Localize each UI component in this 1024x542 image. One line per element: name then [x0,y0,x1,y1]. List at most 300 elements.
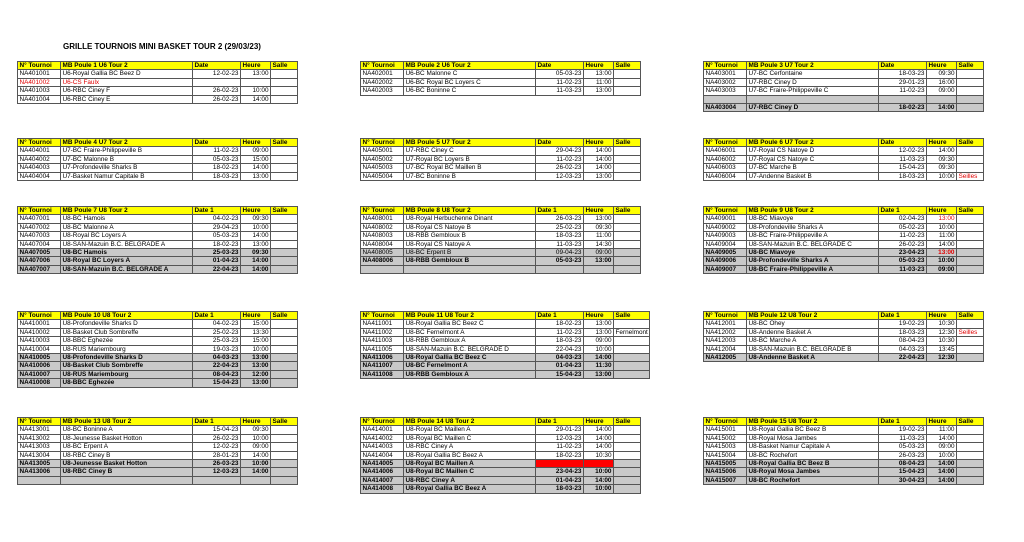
table-cell: 14:00 [927,476,957,484]
header-cell: N° Tournoi [704,418,747,426]
table-cell [614,485,641,493]
table-cell [957,459,984,467]
table-cell [957,434,984,442]
table-cell: U8-Royal Mosa Jambes [747,468,879,476]
table-cell: 23-04-23 [536,468,584,476]
table-row [18,370,298,378]
table-cell: NA415004 [704,451,747,459]
table-cell: 26-02-23 [536,164,584,172]
table-cell: 18-02-23 [193,164,241,172]
table-cell: U8-BC Fernelmont A [404,362,536,370]
header-cell: Heure [241,312,271,320]
table-cell: U8-BC Ohey [747,320,879,328]
table-cell: U6-BC Boninne C [404,87,536,95]
header-cell: Date 1 [193,312,241,320]
table-cell [957,164,984,172]
table-cell [271,155,298,163]
table-cell: 11-02-23 [536,155,584,163]
table-cell: U6-BC Malonne C [404,70,536,78]
table-row [361,370,650,378]
table-row [18,468,298,476]
table-row [18,223,298,231]
table-row [18,172,298,180]
table-cell: 04-03-23 [193,353,241,361]
table-row [18,155,298,163]
table-cell: 09-04-23 [536,248,584,256]
table-row [361,362,650,370]
table-cell: 08-04-23 [193,370,241,378]
header-cell: Date 1 [193,418,241,426]
table-cell: 13:00 [241,362,271,370]
table-cell [614,155,641,163]
table-cell: U8-BC Boninne A [61,426,193,434]
pool-header-row [361,418,641,426]
table-cell: 09:00 [241,443,271,451]
table-row [361,147,641,155]
table-cell: 13:00 [927,248,957,256]
table-cell: U8-BC Rochefort [747,476,879,484]
table-cell: U8-Royal CS Natoye A [404,240,536,248]
header-cell: Salle [614,139,641,147]
header-cell: MB Poule 1 U6 Tour 2 [61,62,193,70]
table-cell: NA410007 [18,370,61,378]
table-row [704,265,984,273]
table-cell [614,248,641,256]
table-cell: 10:00 [241,459,271,467]
table-cell [957,257,984,265]
table-row [18,426,298,434]
table-row [704,103,984,111]
table-row [704,223,984,231]
table-cell: 04-02-23 [193,320,241,328]
table-cell: U8-RUS Mariembourg [61,370,193,378]
header-cell: Salle [271,62,298,70]
header-cell: Date [879,139,927,147]
table-cell: NA411006 [361,353,404,361]
header-cell: MB Poule 4 U7 Tour 2 [61,139,193,147]
table-cell: U7-Royal BC Loyers B [404,155,536,163]
table-cell [957,215,984,223]
table-cell: U8-BC Malonne A [61,223,193,231]
table-cell: 11:00 [584,78,614,86]
table-cell: NA414002 [361,434,404,442]
table-row [18,70,298,78]
table-cell [614,87,641,95]
table-cell: NA412001 [704,320,747,328]
table-cell: 13:00 [584,328,614,336]
header-cell: Date [536,62,584,70]
pool-header-row [704,312,984,320]
header-cell: Salle [614,418,641,426]
table-cell: 13:00 [584,172,614,180]
table-cell: NA404004 [18,172,61,180]
table-cell: 29-01-23 [879,78,927,86]
table-row [18,147,298,155]
table-cell: 12-03-23 [536,434,584,442]
table-cell: 13:00 [241,240,271,248]
table-cell: NA401001 [18,70,61,78]
pool-table [17,61,298,104]
table-cell [271,468,298,476]
table-cell: U8-Royal Herbuchenne Dinant [404,215,536,223]
header-cell: Date 1 [879,312,927,320]
pool-table [17,417,298,485]
table-cell: U8-RUS Mariembourg [61,345,193,353]
header-cell: Heure [241,139,271,147]
table-cell: U8-Royal BC Maillen A [404,459,536,467]
table-cell: NA409004 [704,240,747,248]
header-cell: Date 1 [536,418,584,426]
header-cell: Date [193,62,241,70]
table-cell: U8-Royal Mosa Jambes [747,434,879,442]
table-cell: 14:00 [241,95,271,103]
table-cell [271,164,298,172]
table-cell: NA410003 [18,337,61,345]
table-cell: NA410008 [18,379,61,387]
table-cell: NA409003 [704,232,747,240]
table-cell: 12-02-23 [193,443,241,451]
table-row [704,476,984,484]
table-row [704,147,984,155]
table-cell [957,248,984,256]
table-row [18,265,298,273]
table-cell: 04-03-23 [879,345,927,353]
header-cell: Salle [271,312,298,320]
table-row [361,172,641,180]
table-cell: 22-04-23 [536,345,584,353]
table-cell: 11:00 [927,426,957,434]
table-cell: 30-04-23 [879,476,927,484]
header-cell: Salle [614,207,641,215]
table-row [361,476,641,484]
header-cell: MB Poule 12 U8 Tour 2 [747,312,879,320]
table-row [361,78,641,86]
table-cell [271,223,298,231]
table-cell: U8-Royal BC Loyers A [61,257,193,265]
header-cell: MB Poule 10 U8 Tour 2 [61,312,193,320]
table-cell: Seilles [957,328,984,336]
header-cell: Date [879,62,927,70]
table-cell: NA415002 [704,434,747,442]
table-cell [614,468,641,476]
table-cell: U8-Basket Namur Capitale A [747,443,879,451]
table-row [18,215,298,223]
table-cell: 14:00 [584,155,614,163]
header-cell: N° Tournoi [18,62,61,70]
table-cell: U8-Royal CS Natoye B [404,223,536,231]
table-cell: U6-RBC Ciney E [61,95,193,103]
header-cell: Heure [927,418,957,426]
table-cell: NA403003 [704,87,747,95]
table-cell: 14:00 [927,468,957,476]
table-row [18,443,298,451]
table-cell [957,87,984,95]
table-row [18,78,298,86]
table-row [361,240,641,248]
table-row [361,443,641,451]
table-cell: NA407002 [18,223,61,231]
table-cell: 14:00 [241,257,271,265]
table-cell: 14:00 [927,103,957,111]
table-row [18,240,298,248]
table-cell: NA413006 [18,468,61,476]
table-cell: U8-SAN-Mazuin B.C. BELGRADE C [747,240,879,248]
table-cell [614,353,650,361]
table-cell: NA406003 [704,164,747,172]
table-cell: U7-BC Boninne B [404,172,536,180]
header-cell: Date 1 [193,207,241,215]
table-cell [614,362,650,370]
table-cell: 28-01-23 [193,451,241,459]
table-cell: 25-03-23 [193,248,241,256]
table-cell [271,147,298,155]
table-cell: U8-Profondeville Sharks A [747,257,879,265]
header-cell: MB Poule 8 U8 Tour 2 [404,207,536,215]
table-cell: NA407005 [18,248,61,256]
table-cell [271,95,298,103]
table-cell: 13:00 [241,70,271,78]
table-cell [614,443,641,451]
table-cell [614,164,641,172]
table-row [704,353,984,361]
table-row [704,451,984,459]
table-cell: NA413001 [18,426,61,434]
table-cell: 12:30 [927,328,957,336]
table-cell [614,223,641,231]
header-cell: Heure [927,139,957,147]
header-cell: Salle [614,312,650,320]
header-cell: Date [536,139,584,147]
header-cell: N° Tournoi [361,418,404,426]
table-cell: NA409005 [704,248,747,256]
table-cell: 05-03-23 [879,257,927,265]
table-row [18,379,298,387]
table-cell: U8-RBB Gembloux B [404,257,536,265]
header-cell: MB Poule 3 U7 Tour 2 [747,62,879,70]
table-row [704,78,984,86]
table-cell: 09:30 [927,155,957,163]
table-cell: NA415006 [704,468,747,476]
pool-header-row [361,139,641,147]
pool-table [360,61,641,96]
table-cell: NA411005 [361,345,404,353]
table-cell: 01-04-23 [536,362,584,370]
table-cell [271,337,298,345]
table-row [18,232,298,240]
table-cell [957,78,984,86]
table-cell: U6-CS Faulx [61,78,193,86]
table-row [361,87,641,95]
table-cell [957,337,984,345]
pool-table [360,417,641,494]
table-row [18,362,298,370]
table-cell [614,476,641,484]
table-cell: NA413002 [18,434,61,442]
table-cell: U8-Royal Gallia BC Beez A [404,451,536,459]
table-cell: NA405003 [361,164,404,172]
table-cell: U8-Royal BC Maillen C [404,468,536,476]
table-cell: NA407003 [18,232,61,240]
table-cell: NA414008 [361,485,404,493]
header-cell: Salle [957,312,984,320]
table-cell: NA401002 [18,78,61,86]
table-cell [614,232,641,240]
header-cell: MB Poule 9 U8 Tour 2 [747,207,879,215]
header-cell: MB Poule 11 U8 Tour 2 [404,312,536,320]
table-cell: 11-02-23 [193,147,241,155]
table-cell [614,451,641,459]
table-cell: NA415005 [704,459,747,467]
table-cell: 14:00 [927,434,957,442]
header-cell: N° Tournoi [704,62,747,70]
table-cell: NA407006 [18,257,61,265]
table-cell: U7-BC Marche B [747,164,879,172]
table-cell: NA402003 [361,87,404,95]
table-cell: U8-Royal Gallia BC Beez A [404,485,536,493]
table-cell [614,345,650,353]
table-cell: 10:00 [584,468,614,476]
table-cell: NA409002 [704,223,747,231]
table-cell [271,78,298,86]
table-row [704,155,984,163]
table-cell: 11-03-23 [879,265,927,273]
table-cell: 13:00 [584,70,614,78]
pool-table [703,61,984,112]
table-cell: U8-Royal Gallia BC Beez B [747,426,879,434]
table-cell: 22-04-23 [193,265,241,273]
table-cell [271,240,298,248]
table-cell: U8-SAN-Mazuin B.C. BELGRADE B [747,345,879,353]
table-cell: 11-03-23 [536,240,584,248]
table-cell: 29-04-23 [193,223,241,231]
table-cell [536,265,584,273]
header-cell: N° Tournoi [18,418,61,426]
table-cell [957,147,984,155]
table-cell: U8-SAN-Mazuin B.C. BELGRADE D [404,345,536,353]
table-cell: U8-RBC Ciney A [404,443,536,451]
table-row [704,240,984,248]
table-row [361,223,641,231]
header-cell: MB Poule 2 U6 Tour 2 [404,62,536,70]
header-cell: N° Tournoi [361,207,404,215]
table-cell [747,95,879,103]
table-cell [271,426,298,434]
table-cell [584,265,614,273]
table-cell: 15-04-23 [536,370,584,378]
table-cell: NA407007 [18,265,61,273]
table-cell: NA412004 [704,345,747,353]
pool-header-row [361,62,641,70]
table-cell: 10:30 [584,451,614,459]
table-cell: U8-RBB Gembloux A [404,370,536,378]
table-cell: 11:30 [584,362,614,370]
table-cell: 13:30 [241,328,271,336]
table-cell: 13:00 [927,215,957,223]
table-cell: 14:00 [927,240,957,248]
table-row [18,337,298,345]
table-cell [957,103,984,111]
table-cell: NA408003 [361,232,404,240]
table-cell: U8-BC Erpent B [404,248,536,256]
header-cell: Heure [584,418,614,426]
header-cell: Heure [927,312,957,320]
table-cell: U8-RBC Ciney B [61,451,193,459]
table-cell: 05-03-23 [536,257,584,265]
pool-table [17,206,298,274]
table-cell: 08-04-23 [879,459,927,467]
table-cell [879,95,927,103]
pool-header-row [18,312,298,320]
table-cell [704,95,747,103]
table-cell: 10:00 [241,345,271,353]
table-cell: U7-BC Fraire-Philippeville C [747,87,879,95]
table-cell: 15-04-23 [193,379,241,387]
table-cell: U8-RBC Ciney B [61,468,193,476]
table-cell [271,320,298,328]
header-cell: N° Tournoi [361,312,404,320]
table-cell: U7-Profondeville Sharks B [61,164,193,172]
table-cell [614,147,641,155]
table-cell: 11:00 [584,232,614,240]
table-cell: 13:00 [584,320,614,328]
header-cell: Heure [241,207,271,215]
table-cell [957,155,984,163]
table-cell: 13:00 [584,257,614,265]
pool-table [703,417,984,485]
header-cell: Date 1 [536,312,584,320]
table-cell: NA408002 [361,223,404,231]
table-cell: 04-03-23 [536,353,584,361]
table-cell: U8-SAN-Mazuin B.C. BELGRADE A [61,240,193,248]
table-cell [614,337,650,345]
table-cell [957,320,984,328]
table-cell [61,476,193,484]
header-cell: Salle [957,418,984,426]
table-cell: U8-RBB Gembloux A [404,337,536,345]
header-cell: N° Tournoi [18,139,61,147]
table-cell: 09:00 [927,443,957,451]
table-cell: 14:00 [241,265,271,273]
table-cell: 11-02-23 [536,328,584,336]
table-cell: 14:00 [241,232,271,240]
table-cell: NA414003 [361,443,404,451]
table-row [361,328,650,336]
table-cell: 09:00 [241,147,271,155]
table-cell: 18-03-23 [536,337,584,345]
table-cell [957,223,984,231]
table-cell: NA415007 [704,476,747,484]
table-cell: NA407001 [18,215,61,223]
table-cell: 09:30 [927,70,957,78]
table-cell [614,70,641,78]
pool-table [360,311,650,379]
table-cell: U8-BC Fernelmont A [404,328,536,336]
table-cell: NA404003 [18,164,61,172]
table-cell [584,459,614,467]
table-cell: NA412003 [704,337,747,345]
table-cell: U8-BC Miavoye [747,215,879,223]
table-cell: 10:00 [241,434,271,442]
table-cell [193,78,241,86]
table-cell: U8-BBC Eghezée [61,337,193,345]
table-cell: 26-02-23 [193,87,241,95]
table-cell: 13:45 [927,345,957,353]
table-cell: 26-02-23 [193,95,241,103]
pool-header-row [704,62,984,70]
table-cell: 13:00 [584,87,614,95]
table-cell: 15:00 [241,155,271,163]
table-cell: 18-02-23 [879,103,927,111]
